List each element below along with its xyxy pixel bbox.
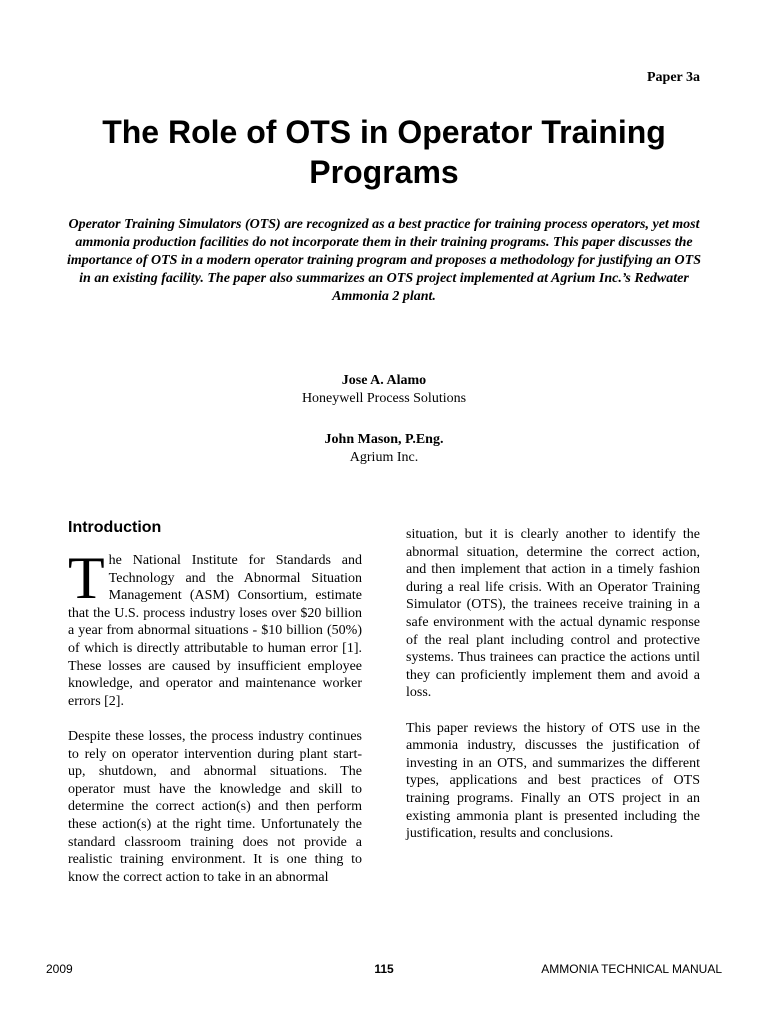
paper-title: The Role of OTS in Operator Training Programs bbox=[102, 114, 666, 190]
footer-page-number: 115 bbox=[374, 962, 394, 976]
author-affiliation: Honeywell Process Solutions bbox=[301, 391, 467, 406]
author-block-1 bbox=[0, 372, 768, 408]
paragraph-text: he National Institute for Standards and Technology and the Abnormal Situation Management (ASM) Consortium, estimate that the U.S. process industry loses over $20 billion a year from abnormal situations - $10 billion (50%) of which is directly attributable to human error [1]. These losses are caused by insufficient employee knowledge, and operator and maintenance worker errors [2]. bbox=[68, 553, 362, 709]
left-column bbox=[68, 518, 362, 904]
paragraph: This paper reviews the history of OTS use in the ammonia industry, discusses the justification of investing in an OTS, and summarizes the different types, applications and best practices of OTS training programs. Finally an OTS project in an existing ammonia plant is presented including the justification, results and conclusions. bbox=[406, 720, 700, 842]
footer-year: 2009 bbox=[46, 962, 73, 976]
right-column bbox=[406, 526, 700, 860]
paragraph bbox=[68, 545, 362, 710]
paragraph: situation, but it is clearly another to identify the abnormal situation, determine the correct action, and then implement that action in a timely fashion during a real life crisis. With an Operator Training Simulator (OTS), the trainees receive training in a safe environment with the actual dynamic response of the real plant including control and protective systems. Thus trainees can practice the actions until they can proficiently implement them and avoid a loss. bbox=[406, 527, 700, 701]
footer-publication: AMMONIA TECHNICAL MANUAL bbox=[541, 962, 722, 976]
paragraph: Despite these losses, the process industry continues to rely on operator intervention during plant start-up, shutdown, and abnormal situations. The operator must have the knowledge and skill to determine the correct action(s) and then perform these action(s) at the right time. Unfortunately the standard classroom training does not provide a realistic training environment. It is one thing to know the correct action to take in an abnormal bbox=[68, 728, 362, 885]
section-heading: Introduction bbox=[68, 519, 162, 536]
author-block-2 bbox=[0, 431, 768, 467]
author-name: Jose A. Alamo bbox=[341, 373, 427, 388]
abstract: Operator Training Simulators (OTS) are recognized as a best practice for training process operators, yet most ammonia production facilities do not incorporate them in their training programs. This paper discusses the importance of OTS in a modern operator training program and proposes a methodology for justifying an OTS in an existing facility. The paper also summarizes an OTS project implemented at Agrium Inc.’s Redwater Ammonia 2 plant. bbox=[67, 217, 701, 304]
paper-label: Paper 3a bbox=[646, 70, 700, 85]
author-name: John Mason, P.Eng. bbox=[324, 432, 444, 447]
author-affiliation: Agrium Inc. bbox=[349, 450, 419, 465]
drop-cap: T bbox=[68, 545, 105, 611]
